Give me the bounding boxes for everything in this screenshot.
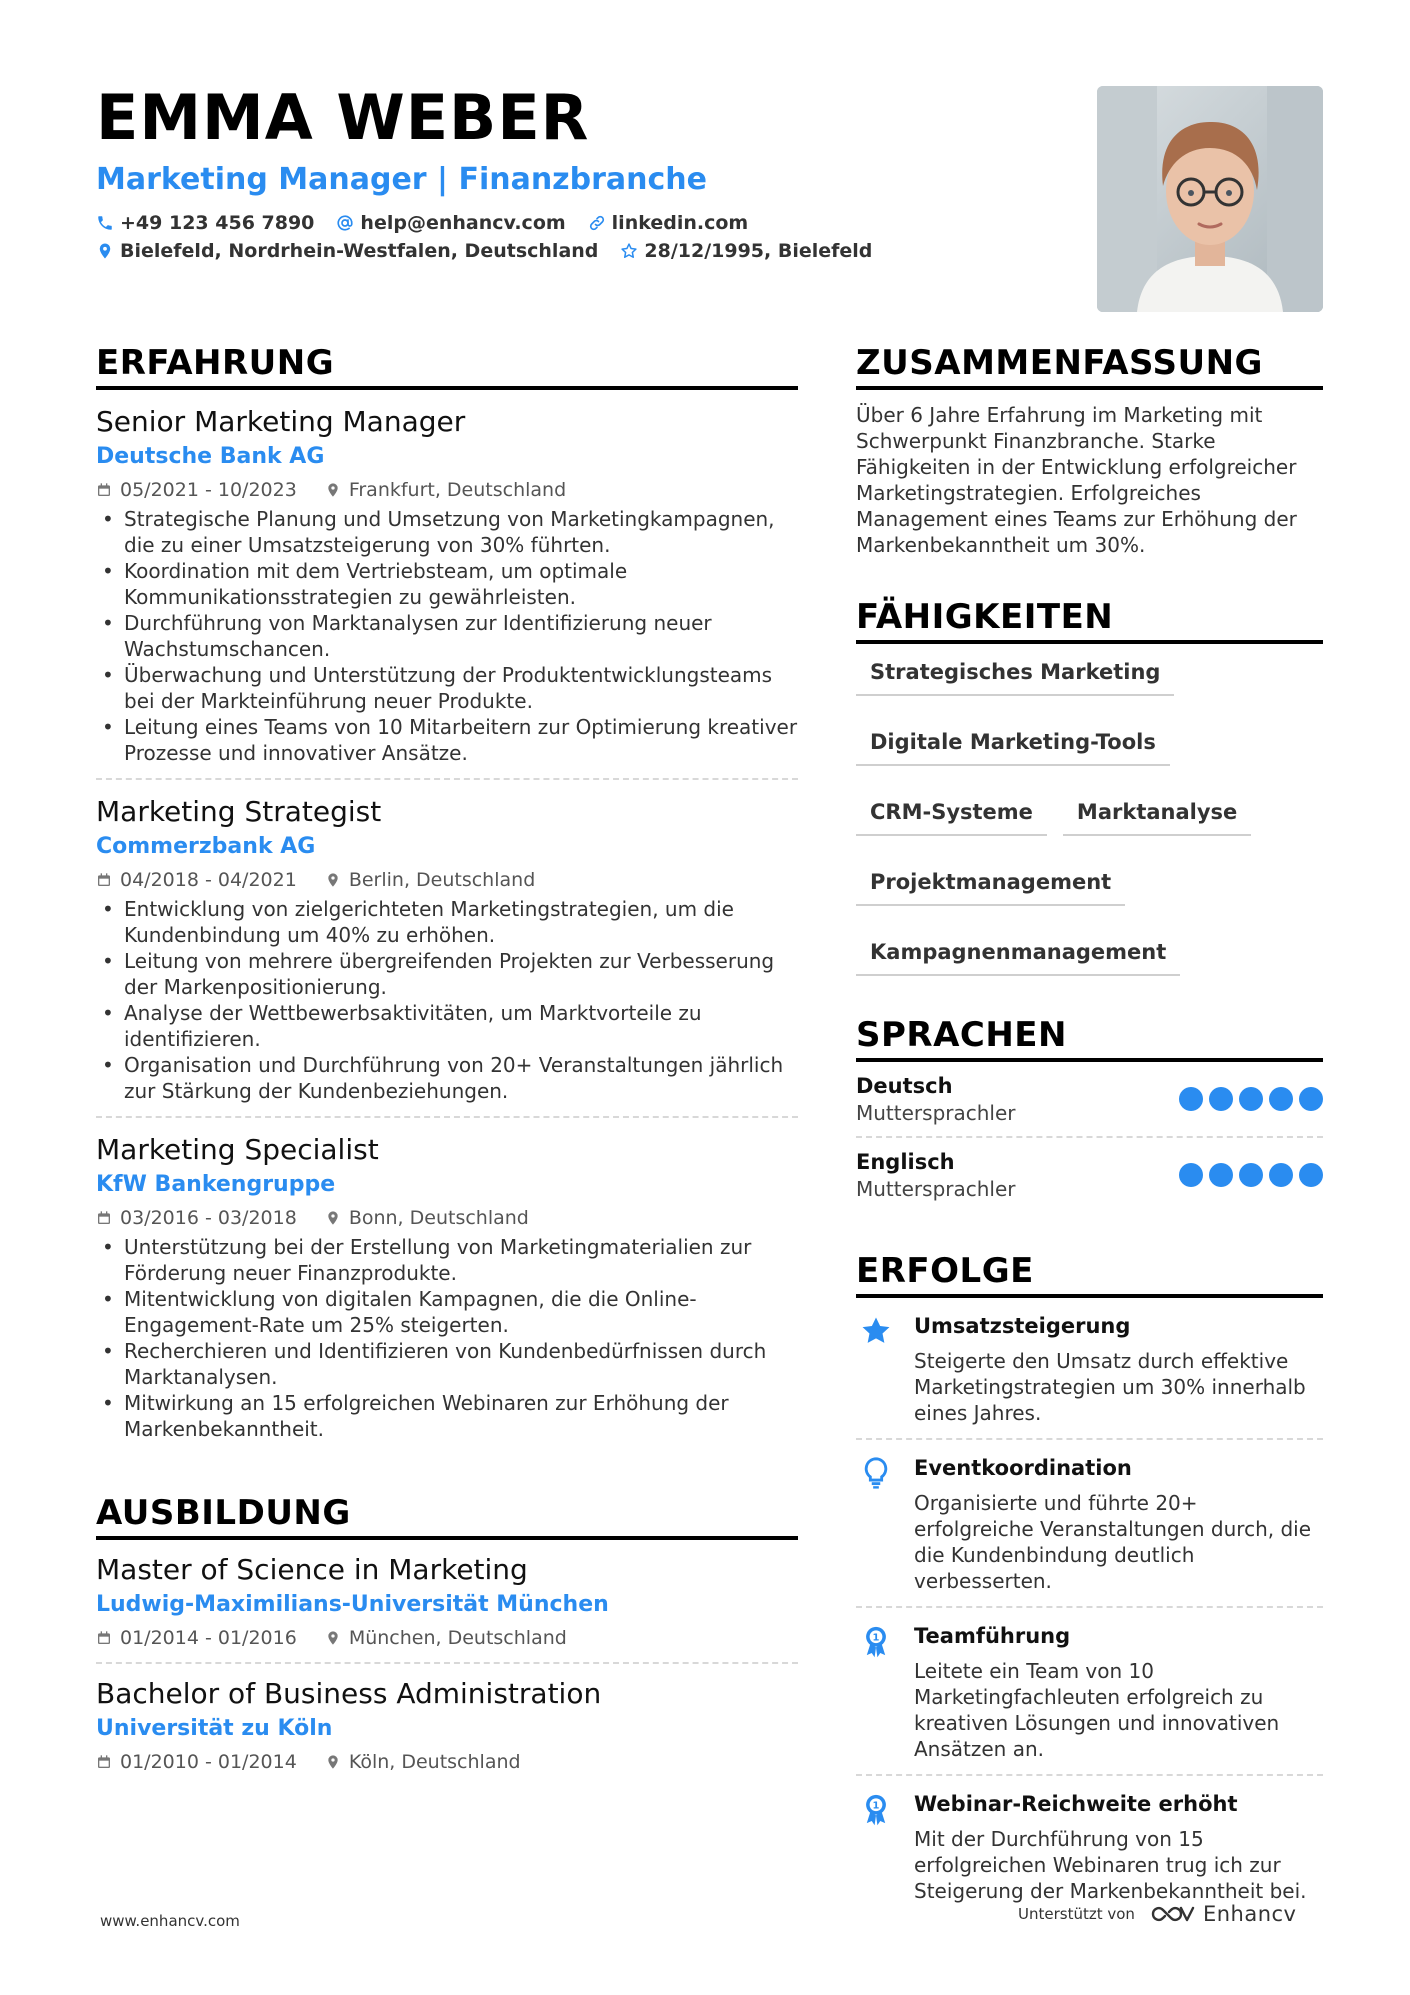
languages-section [856, 1012, 1323, 1212]
footer-website[interactable]: www.enhancv.com [100, 1912, 240, 1930]
job-dates [96, 1204, 297, 1232]
experience-section [96, 340, 798, 1454]
language-name: Deutsch [856, 1074, 953, 1098]
job-company: KfW Bankengruppe [96, 1172, 336, 1197]
job-bullet: • Mitwirkung an 15 erfolgreichen Webinaren zur Erhöhung der Markenbekanntheit. [96, 1390, 798, 1442]
summary-heading: ZUSAMMENFASSUNG [856, 340, 1323, 390]
education-entry [96, 1664, 798, 1786]
rating-dot [1209, 1163, 1233, 1187]
education-location [325, 1748, 521, 1776]
contact-email[interactable] [336, 210, 565, 236]
achievement-entry [856, 1298, 1323, 1440]
profile-photo-illustration [1097, 86, 1323, 312]
brand-name: Enhancv [1202, 1902, 1297, 1926]
job-title: Marketing Specialist [96, 1133, 379, 1166]
language-level: Muttersprachler [856, 1177, 1016, 1201]
enhancv-logo-icon [1149, 1902, 1195, 1926]
powered-by-text: Unterstützt von [1018, 1905, 1135, 1923]
job-bullet: • Recherchieren und Identifizieren von Kundenbedürfnissen durch Marktanalysen. [96, 1338, 798, 1390]
job-dates [96, 476, 297, 504]
degree-title: Master of Science in Marketing [96, 1553, 528, 1586]
education-location [325, 1624, 567, 1652]
achievement-title: Webinar-Reichweite erhöht [914, 1792, 1238, 1816]
job-bullet: • Organisation und Durchführung von 20+ Veranstaltungen jährlich zur Stärkung der Kundenbeziehungen. [96, 1052, 798, 1104]
calendar-icon [96, 482, 112, 498]
location-pin-icon [325, 482, 341, 498]
location-text: Bielefeld, Nordrhein-Westfalen, Deutschland [120, 240, 599, 262]
rating-dot [1269, 1163, 1293, 1187]
job-bullet: • Überwachung und Unterstützung der Produktentwicklungsteams bei der Markteinführung neuer Produkte. [96, 662, 798, 714]
job-location-text: Bonn, Deutschland [348, 1207, 529, 1229]
footer-powered-by [1018, 1902, 1296, 1926]
achievement-desc: Mit der Durchführung von 15 erfolgreichen Webinaren trug ich zur Steigerung der Markenbekanntheit bei. [914, 1827, 1307, 1903]
job-location-text: Frankfurt, Deutschland [348, 479, 567, 501]
achievement-title: Eventkoordination [914, 1456, 1132, 1480]
job-bullet: • Mitentwicklung von digitalen Kampagnen, die die Online-Engagement-Rate um 25% steigerten. [96, 1286, 798, 1338]
skill-tag: Digitale Marketing-Tools [856, 728, 1170, 766]
education-location-text: Köln, Deutschland [348, 1751, 521, 1773]
job-title: Senior Marketing Manager [96, 405, 466, 438]
job-location-text: Berlin, Deutschland [348, 869, 536, 891]
contact-location [96, 238, 598, 264]
brand-logo[interactable] [1149, 1902, 1297, 1926]
experience-entry [96, 1118, 798, 1454]
star-outline-icon [620, 242, 638, 260]
school-name: Universität zu Köln [96, 1716, 333, 1741]
skill-tag: Strategisches Marketing [856, 658, 1174, 696]
achievement-entry [856, 1440, 1323, 1608]
education-section [96, 1490, 798, 1786]
education-dates-text: 01/2014 - 01/2016 [120, 1627, 297, 1649]
phone-text: +49 123 456 7890 [120, 212, 315, 234]
job-dates [96, 866, 297, 894]
skill-tag: Kampagnenmanagement [856, 938, 1180, 976]
lightbulb-icon [859, 1456, 893, 1490]
award-icon [859, 1792, 893, 1826]
location-pin-icon [325, 872, 341, 888]
location-pin-icon [325, 1630, 341, 1646]
education-entry [96, 1540, 798, 1664]
job-bullet: • Leitung von mehrere übergreifenden Projekten zur Verbesserung der Markenpositionierung. [96, 948, 798, 1000]
job-company: Commerzbank AG [96, 834, 316, 859]
skill-tag: Marktanalyse [1063, 798, 1251, 836]
job-meta [96, 1204, 798, 1232]
job-dates-text: 05/2021 - 10/2023 [120, 479, 297, 501]
education-location-text: München, Deutschland [348, 1627, 567, 1649]
rating-dot [1239, 1163, 1263, 1187]
job-bullet: • Entwicklung von zielgerichteten Marketingstrategien, um die Kundenbindung um 40% zu erhöhen. [96, 896, 798, 948]
language-entry [856, 1062, 1323, 1138]
achievement-desc: Leitete ein Team von 10 Marketingfachleuten erfolgreich zu kreativen Lösungen und innovativen Ansätzen an. [914, 1659, 1280, 1761]
experience-heading: ERFAHRUNG [96, 340, 798, 390]
job-bullet: • Analyse der Wettbewerbsaktivitäten, um Marktvorteile zu identifizieren. [96, 1000, 798, 1052]
job-meta [96, 476, 798, 504]
candidate-name: EMMA WEBER [96, 81, 590, 154]
school-name: Ludwig-Maximilians-Universität München [96, 1592, 609, 1617]
job-dates-text: 04/2018 - 04/2021 [120, 869, 297, 891]
skills-section [856, 594, 1323, 976]
calendar-icon [96, 1754, 112, 1770]
contact-row-1 [96, 210, 1056, 236]
rating-dot [1179, 1163, 1203, 1187]
svg-text:1: 1 [872, 1800, 880, 1812]
language-level: Muttersprachler [856, 1101, 1016, 1125]
contact-phone [96, 210, 314, 236]
experience-entry [96, 390, 798, 780]
summary-section [856, 340, 1323, 558]
job-title: Marketing Strategist [96, 795, 382, 828]
job-bullets [96, 1234, 798, 1442]
language-name: Englisch [856, 1150, 955, 1174]
education-dates [96, 1624, 297, 1652]
contact-linkedin[interactable] [588, 210, 749, 236]
language-rating [1179, 1087, 1323, 1111]
rating-dot [1269, 1087, 1293, 1111]
achievement-entry [856, 1608, 1323, 1776]
contact-row-2 [96, 238, 1056, 264]
left-column [96, 340, 798, 1822]
education-dates [96, 1748, 297, 1776]
right-column [856, 340, 1323, 1952]
achievements-section [856, 1248, 1323, 1916]
achievement-title: Teamführung [914, 1624, 1071, 1648]
calendar-icon [96, 1630, 112, 1646]
svg-text:1: 1 [872, 1632, 880, 1644]
job-bullet: • Unterstützung bei der Erstellung von Marketingmaterialien zur Förderung neuer Finanzprodukte. [96, 1234, 798, 1286]
location-pin-icon [325, 1210, 341, 1226]
job-bullet: • Leitung eines Teams von 10 Mitarbeitern zur Optimierung kreativer Prozesse und innovativer Ansätze. [96, 714, 798, 766]
job-location [325, 1204, 529, 1232]
language-rating [1179, 1163, 1323, 1187]
achievement-desc: Steigerte den Umsatz durch effektive Marketingstrategien um 30% innerhalb eines Jahres. [914, 1349, 1306, 1425]
rating-dot [1209, 1087, 1233, 1111]
phone-icon [96, 214, 114, 232]
summary-text: Über 6 Jahre Erfahrung im Marketing mit Schwerpunkt Finanzbranche. Starke Fähigkeiten in der Entwicklung erfolgreicher Marketingstrategien. Erfolgreiches Management eines Teams zur Erhöhung der Markenbekanntheit um 30%. [856, 403, 1297, 557]
job-dates-text: 03/2016 - 03/2018 [120, 1207, 297, 1229]
job-bullets [96, 506, 798, 766]
rating-dot [1239, 1087, 1263, 1111]
education-meta [96, 1624, 798, 1652]
job-location [325, 476, 566, 504]
location-pin-icon [325, 1754, 341, 1770]
at-icon [336, 214, 354, 232]
calendar-icon [96, 872, 112, 888]
skills-heading: FÄHIGKEITEN [856, 594, 1323, 644]
job-company: Deutsche Bank AG [96, 444, 325, 469]
birth-text: 28/12/1995, Bielefeld [644, 240, 873, 262]
location-pin-icon [96, 242, 114, 260]
resume-header [96, 80, 1056, 264]
job-bullet: • Koordination mit dem Vertriebsteam, um optimale Kommunikationsstrategien zu gewährleisten. [96, 558, 798, 610]
email-text: help@enhancv.com [360, 212, 566, 234]
profile-photo [1097, 86, 1323, 312]
star-icon [859, 1314, 893, 1348]
experience-entry [96, 780, 798, 1118]
achievements-heading: ERFOLGE [856, 1248, 1323, 1298]
linkedin-text: linkedin.com [611, 212, 749, 234]
job-bullets [96, 896, 798, 1104]
job-location [325, 866, 535, 894]
achievement-title: Umsatzsteigerung [914, 1314, 1131, 1338]
job-bullet: • Strategische Planung und Umsetzung von Marketingkampagnen, die zu einer Umsatzsteigerung von 30% führten. [96, 506, 798, 558]
education-heading: AUSBILDUNG [96, 1490, 798, 1540]
skills-list [856, 658, 1323, 976]
rating-dot [1299, 1087, 1323, 1111]
rating-dot [1179, 1087, 1203, 1111]
achievement-entry [856, 1776, 1323, 1916]
languages-heading: SPRACHEN [856, 1012, 1323, 1062]
candidate-headline: Marketing Manager | Finanzbranche [96, 162, 708, 197]
skill-tag: CRM-Systeme [856, 798, 1047, 836]
link-icon [588, 214, 606, 232]
education-meta [96, 1748, 798, 1776]
award-icon [859, 1624, 893, 1658]
calendar-icon [96, 1210, 112, 1226]
rating-dot [1299, 1163, 1323, 1187]
achievement-desc: Organisierte und führte 20+ erfolgreiche Veranstaltungen durch, die die Kundenbindung deutlich verbesserten. [914, 1491, 1312, 1593]
education-dates-text: 01/2010 - 01/2014 [120, 1751, 297, 1773]
skill-tag: Projektmanagement [856, 868, 1125, 906]
contact-birth [620, 238, 872, 264]
language-entry [856, 1138, 1323, 1212]
job-bullet: • Durchführung von Marktanalysen zur Identifizierung neuer Wachstumschancen. [96, 610, 798, 662]
job-meta [96, 866, 798, 894]
degree-title: Bachelor of Business Administration [96, 1677, 602, 1710]
